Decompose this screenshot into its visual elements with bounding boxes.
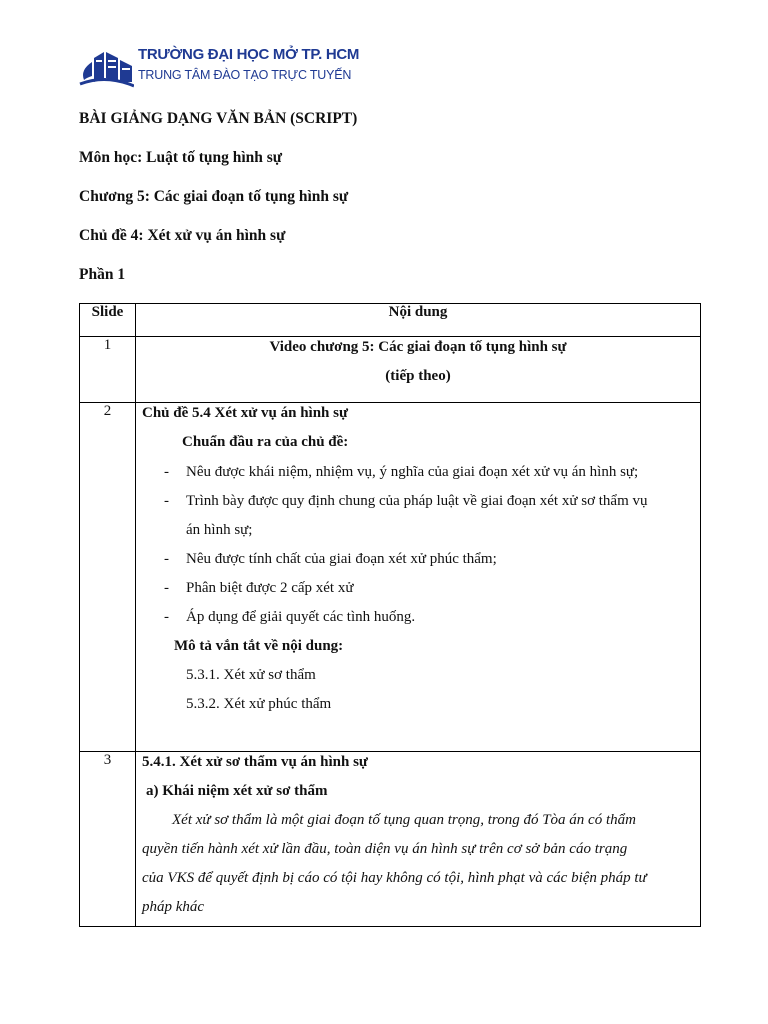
- outcome-item: Phân biệt được 2 cấp xét xử: [186, 580, 354, 596]
- logo-center-name: TRUNG TÂM ĐÀO TẠO TRỰC TUYẾN: [138, 68, 352, 82]
- row1-title-line1: Video chương 5: Các giai đoạn tố tụng hình sự: [269, 339, 567, 355]
- slide-number: 2: [80, 403, 136, 752]
- summary-heading: Mô tả vắn tắt về nội dung:: [174, 638, 344, 654]
- header-slide: Slide: [80, 304, 136, 337]
- bullet-dash: -: [164, 551, 169, 567]
- row2-title: Chủ đề 5.4 Xét xử vụ án hình sự: [142, 405, 348, 421]
- document-type: BÀI GIẢNG DẠNG VĂN BẢN (SCRIPT): [79, 110, 358, 127]
- slide-number: 3: [80, 752, 136, 927]
- chapter-title: Chương 5: Các giai đoạn tố tụng hình sự: [79, 188, 349, 205]
- table-row: [80, 752, 701, 927]
- table-header-row: [80, 304, 701, 337]
- table-row: [80, 337, 701, 403]
- course-title: Môn học: Luật tố tụng hình sự: [79, 149, 283, 166]
- header-content: Nội dung: [136, 304, 701, 337]
- definition-line: pháp khác: [142, 899, 205, 915]
- table-row: [80, 403, 701, 752]
- slide-number: 1: [80, 337, 136, 403]
- row3-title: 5.4.1. Xét xử sơ thẩm vụ án hình sự: [142, 754, 368, 770]
- definition-line: của VKS để quyết định bị cáo có tội hay không có tội, hình phạt và các biện pháp tư: [142, 870, 647, 886]
- bullet-dash: -: [164, 464, 169, 480]
- script-table: [79, 303, 701, 927]
- outcomes-heading: Chuẩn đầu ra của chủ đề:: [182, 434, 349, 450]
- bullet-dash: -: [164, 609, 169, 625]
- summary-item: 5.3.1. Xét xử sơ thẩm: [186, 667, 316, 683]
- bullet-dash: -: [164, 493, 169, 509]
- outcome-item: Nêu được tính chất của giai đoạn xét xử phúc thẩm;: [186, 551, 497, 567]
- university-logo: [78, 42, 360, 94]
- summary-item: 5.3.2. Xét xử phúc thẩm: [186, 696, 332, 712]
- outcome-item: Áp dụng để giải quyết các tình huống.: [186, 609, 416, 625]
- definition-line: quyền tiến hành xét xử lần đầu, toàn diện vụ án hình sự trên cơ sở bản cáo trạng: [142, 841, 628, 857]
- outcome-item: Trình bày được quy định chung của pháp luật về giai đoạn xét xử sơ thẩm vụ: [186, 493, 648, 509]
- outcome-item: Nêu được khái niệm, nhiệm vụ, ý nghĩa của giai đoạn xét xử vụ án hình sự;: [186, 464, 639, 480]
- university-logo-icon: [78, 46, 134, 90]
- row-content: [136, 403, 701, 752]
- definition-line: Xét xử sơ thẩm là một giai đoạn tố tụng quan trọng, trong đó Tòa án có thẩm: [172, 812, 636, 828]
- row3-subtitle: a) Khái niệm xét xử sơ thẩm: [146, 783, 328, 799]
- part-title: Phần 1: [79, 266, 126, 283]
- topic-title: Chủ đề 4: Xét xử vụ án hình sự: [79, 227, 286, 244]
- row-content: [136, 752, 701, 927]
- row-content: [136, 337, 701, 403]
- row1-title-line2: (tiếp theo): [385, 368, 451, 384]
- logo-university-name: TRƯỜNG ĐẠI HỌC MỞ TP. HCM: [138, 46, 360, 63]
- outcome-item-continued: án hình sự;: [186, 522, 253, 538]
- bullet-dash: -: [164, 580, 169, 596]
